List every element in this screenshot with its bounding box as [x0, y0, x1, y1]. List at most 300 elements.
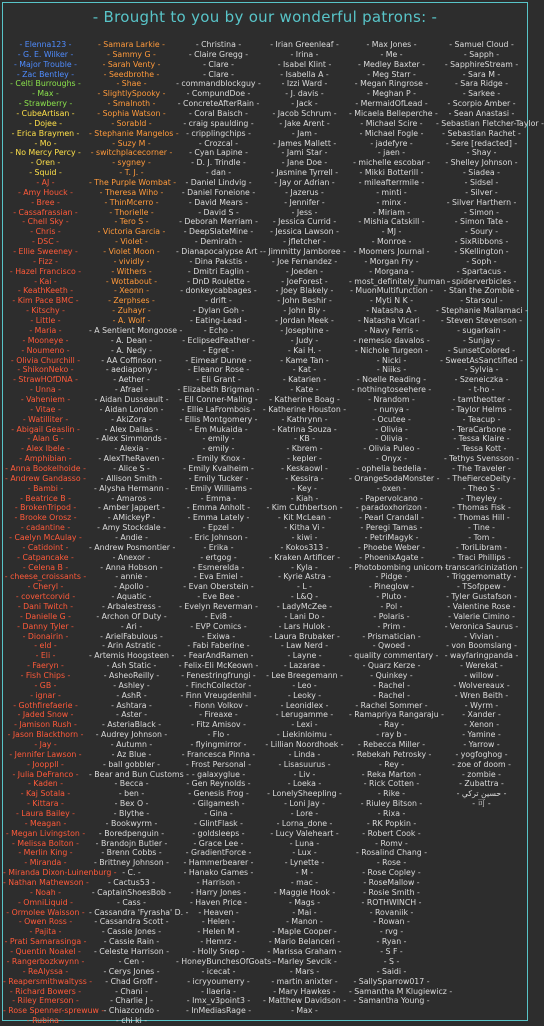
patron-name: - Brandojn Butler - [95, 838, 168, 848]
patron-name: - Andrew Posmontier - [89, 542, 176, 552]
patron-name: - SunsetColored - [447, 345, 516, 355]
patron-name: - Olivia - [375, 424, 408, 434]
patron-name: - Sere [redacted] - [445, 138, 518, 148]
patron-name: - Myti N K - [369, 296, 414, 306]
patron-name: - Jamison Rush - [14, 720, 77, 730]
patron-name: - Siadea - [462, 168, 500, 178]
patron-name: - Brenn Cobbs - [101, 848, 162, 858]
patron-name: - yogfoghog - [455, 749, 508, 759]
patron-name: - jaen - [377, 148, 406, 158]
patron-name: - Shay - [466, 148, 497, 158]
patron-name: - Lerugamme - [275, 710, 334, 720]
patron-name: - ThinMcerro - [104, 197, 159, 207]
patron-name: - flyingmirror - [190, 740, 247, 750]
patron-name: - aediapony - [105, 365, 158, 375]
patron-name: - Strawberry - [18, 99, 73, 109]
patron-name: - Shae - [116, 79, 147, 89]
patron-name: - Niiks - [376, 365, 407, 375]
patron-name: - Lillian Noordhoek - [265, 740, 344, 750]
patron-name: - Lani Do - [284, 611, 325, 621]
patron-name: - StrawHOfDNA - [13, 375, 78, 385]
patron-name: - Richard Bowers - [9, 986, 82, 996]
patron-name: - Jennifer - [284, 197, 325, 207]
patron-name: - Taylor Helms - [451, 404, 512, 414]
patron-name: - Papervolcano - [360, 493, 423, 503]
patron-name: - Tyler Gustafson - [446, 592, 517, 602]
patron-name: - tamtheotter - [452, 394, 511, 404]
patron-name: - PhoenixAgate - [359, 552, 424, 562]
patron-name: - Miranda Dixon-Luinenburg - [3, 868, 117, 878]
patron-name: - Rick Cotten - [363, 779, 420, 789]
patron-name: - Bree - [31, 197, 60, 207]
patron-name: - Shelley Johnson - [445, 158, 518, 168]
patron-name: - Kokos313 - [280, 542, 329, 552]
patron-name: - Sorabld - [111, 118, 152, 128]
patron-name: - Michael Fogle - [359, 128, 424, 138]
patron-name: - Andie - [115, 532, 148, 542]
patron-name: - Gothfirefaerie - [13, 700, 78, 710]
patron-name: - Esmerelda - [192, 562, 245, 572]
patron-name: - Kathrynn - [281, 414, 328, 424]
patron-name: - Steven Stevenson - [440, 316, 523, 326]
patron-name: - Michael Scire - [360, 118, 423, 128]
patron-name: - sygney - [112, 158, 151, 168]
patron-name: - t-ho - [468, 385, 495, 395]
patron-name: - Traci Phillips - [452, 552, 511, 562]
patron-name: - Sophia Watson - [97, 109, 166, 119]
patron-name: - Lazarae - [283, 661, 326, 671]
patron-name: - Anna Bookelhoide - [5, 463, 86, 473]
patron-name: - Imx_v3point3 - [186, 996, 251, 1006]
patron-name: - MuonMultifunction - [350, 286, 433, 296]
patron-name: - Liekinloimu - [276, 730, 333, 740]
patron-name: - Lucy Valeheart - [270, 828, 339, 838]
patron-name: - Merlin King - [18, 848, 73, 858]
patron-name: - Rangerbozkwynn - [6, 956, 85, 966]
patron-name: - Maria - [29, 325, 62, 335]
patron-name: - Grace Lee - [193, 838, 244, 848]
patron-name: - Helen - [201, 917, 236, 927]
patron-name: - Dojee - [28, 118, 63, 128]
patron-name: - Fitz Amisov - [191, 720, 246, 730]
patron-name: - Xander - [462, 710, 501, 720]
patron-name: - Alexia - [114, 444, 149, 454]
patron-name: - DnD Roulette - [187, 276, 250, 286]
patron-name: - SixRibbons - [454, 237, 509, 247]
patron-name: - Wottabout - [105, 276, 158, 286]
patron-name: - Max Jones - [366, 40, 417, 49]
patron-name: - covertcorvid - [15, 592, 76, 602]
patron-name: - Charlie J - [110, 996, 153, 1006]
patron-name: - Catpancake - [17, 552, 74, 562]
patron-name: - Sidsel - [464, 178, 499, 188]
patron-name: - Stephanie Mangelos - [89, 128, 179, 138]
patron-name: - jfletcher - [283, 237, 326, 247]
patron-name: - Qwoed - [372, 641, 411, 651]
patron-name: - Apollo - [114, 582, 149, 592]
patron-name: - CompundDoe - [186, 89, 251, 99]
patron-name: - Cassandra Scott - [94, 917, 169, 927]
patron-name: - Vaheniem - [20, 394, 71, 404]
patron-name: - John Beshir - [277, 296, 332, 306]
patron-name: - LadyMcZee - [276, 601, 333, 611]
patron-name: - TSofppew - [457, 582, 506, 592]
patron-name: - Matthew Davidson - [262, 996, 347, 1006]
patron-name: - Fish Chips - [20, 671, 71, 680]
patron-name: - DSC - [32, 237, 59, 247]
patron-name: - Sylvia - [464, 365, 499, 375]
patron-name: - Az Blue - [111, 749, 152, 759]
patron-name: - Hemrz - [200, 937, 237, 947]
patron-name: - Autumn - [110, 740, 153, 750]
patron-name: - Sara M - [462, 69, 501, 79]
patron-name: - Micaela Belleperche - [349, 109, 438, 119]
patron-name: - Kim Pace BMC - [12, 296, 79, 306]
patron-name: - Lars Hulok - [278, 621, 331, 631]
patron-name: - von Boomslang - [446, 641, 517, 651]
patron-name: - A. Nedy - [111, 345, 152, 355]
patron-name: - Eleanor Rose - [187, 365, 250, 375]
patron-name: - Navy Ferris - [364, 325, 419, 335]
patron-column-2 [89, 40, 189, 1026]
patron-name: - GlintFlask - [194, 818, 243, 828]
patron-name: - Rachel Sommer - [355, 700, 428, 710]
patron-name: - Kit McLean - [277, 513, 332, 523]
patron-name: - AlexTheRaven - [98, 454, 165, 464]
patron-name: - Watilliter - [22, 414, 69, 424]
patron-name: - Aidan Dusseault - [94, 394, 169, 404]
patron-name: - Cassie Rain - [103, 937, 160, 947]
patron-name: - Thorielle - [109, 207, 154, 217]
patron-name: - Yamine - [462, 730, 501, 740]
patron-name: - zoe of doom - [452, 759, 511, 769]
patron-name: - Cassandra 'Fyrasha' D. - [89, 907, 189, 917]
patron-name: - Caelyn McAulay - [9, 532, 82, 542]
patron-name: - HoneyBunchesOfGoats - [176, 956, 277, 966]
patron-name: - CaptainShoesBob - [91, 887, 172, 897]
patron-name: - Alex Dallas - [104, 424, 159, 434]
patron-name: - Deborah Merriam - [179, 217, 258, 227]
patron-name: - donkeycabbages - [180, 286, 257, 296]
patron-name: - Reapersmithwaltyss - [3, 976, 93, 986]
patron-name: - Wren Beith - [454, 690, 509, 700]
patron-name: - Morgana - [369, 266, 414, 276]
patron-name: - EVP Comics - [190, 621, 247, 631]
patron-name: - Polaris - [373, 611, 410, 621]
patron-name: - craig spaulding - [183, 118, 254, 128]
patron-name: - Gen Reynolds - [186, 779, 251, 789]
patron-name: - nemesio davalos - [353, 335, 430, 345]
patron-name: - Tom - [468, 532, 495, 542]
patron-name: - Rosie Smith - [363, 887, 420, 897]
patron-name: - Hazel Francisco - [9, 266, 82, 276]
patron-name: - Pol - [380, 601, 403, 611]
patron-name: - Thomas Fisk - [452, 503, 511, 513]
patron-name: - Christina - [195, 40, 242, 49]
patron-name: - Moomers Journal - [353, 247, 430, 257]
patron-name: - Meghan P - [367, 89, 416, 99]
patron-name: - cripplingchips - [186, 128, 251, 138]
patron-name: - Pajita - [29, 927, 62, 937]
patron-name: - Amber Jappert - [98, 503, 165, 513]
patron-name: - minx - [376, 197, 407, 207]
patron-name: - Leonidlex - [280, 700, 329, 710]
patron-name: - willow - [464, 671, 499, 680]
patron-name: - Starsoul - [460, 296, 503, 306]
patron-name: - Riuley Bitson - [360, 799, 423, 809]
patron-name: - Tethys Svensson - [443, 454, 520, 464]
patron-name: - michelle escobar - [353, 158, 430, 168]
patron-name: - Finn Vreugdenhil - [180, 690, 257, 700]
patron-name: - Teacup - [462, 414, 501, 424]
patron-name: - cheese_croissants - [4, 572, 87, 582]
patron-name: - Katrina Souza - [272, 424, 337, 434]
patron-name: - D. J. Trindle - [191, 158, 246, 168]
patron-name: - Alex Ibele - [21, 444, 70, 454]
patron-name: - Tessa Kott - [456, 444, 507, 454]
patron-name: - Holly Snep - [192, 947, 245, 957]
patron-name: - Ellie LaFrombois - [181, 404, 256, 414]
patron-name: - Leoky - [287, 690, 322, 700]
patron-name: - Rachel - [373, 690, 410, 700]
patron-name: - Mary Hawkes - [273, 986, 336, 996]
patron-name: - Jam - [291, 128, 318, 138]
patron-name: - sugarkain - [457, 325, 506, 335]
patron-name: - Amy Stockdale - [97, 523, 166, 533]
patron-name: - ConcreteAfterRain - [177, 99, 260, 109]
patron-name: - Miriam - [372, 207, 411, 217]
patron-name: - cadantine - [20, 523, 71, 533]
patron-name: - oxen - [376, 483, 407, 493]
patron-name: - Dani Twitch - [17, 601, 74, 611]
patron-name: - Rovaniik - [369, 907, 414, 917]
patron-name: - M - [295, 868, 314, 878]
patron-name: - Rixa - [377, 809, 406, 819]
patron-column-4 [262, 40, 347, 1016]
patron-name: - Natasha A - [366, 306, 417, 316]
patron-name: - Genesis Frog - [188, 789, 249, 799]
patron-name: - Celti Burroughs - [10, 79, 81, 89]
patron-name: - Sebastian Rachet - [442, 128, 521, 138]
patron-name: - Silver Harthern - [446, 197, 517, 207]
patron-name: - Exiwa - [201, 631, 236, 641]
patron-name: - Rose Spenner-sprewuw - [3, 1006, 105, 1016]
patron-name: - Katherine Boag - [269, 394, 340, 404]
patron-name: - Rose Copley - [362, 868, 421, 878]
patron-name: - Ashley - [113, 680, 150, 690]
patron-name: - Jay - [34, 740, 57, 750]
patron-name: - Ocutee - [372, 414, 411, 424]
patron-name: - MermaidOfLead - [355, 99, 428, 109]
patron-name: - C. - [122, 868, 141, 878]
patron-name: - Mishia Catskill - [358, 217, 425, 227]
patron-name: - Zuhayr - [112, 306, 151, 316]
patron-name: - Unna - [30, 385, 61, 395]
patron-name: - Sunjay - [463, 335, 500, 345]
patron-name: - Stan the Zombie - [443, 286, 520, 296]
patron-name: - goldsleeps - [192, 828, 245, 838]
patron-name: - mileafterrmile - [358, 178, 425, 188]
patron-name: - Ellie Sweeney - [13, 247, 78, 257]
patron-name: - Emma Anholt - [186, 503, 251, 513]
patron-name: - Dylan Goh - [192, 306, 245, 316]
patron-name: - ignar - [30, 690, 61, 700]
patron-name: - emily - [202, 444, 235, 454]
patron-name: - Zubattra - [459, 779, 504, 789]
patron-name: - Felix-Eli McKeown - [178, 661, 259, 671]
patron-name: - Ashtara - [111, 700, 152, 710]
patron-name: - Saidi - [376, 966, 407, 976]
patron-name: - AsheoReilly - [103, 671, 160, 680]
patron-name: - Noelle Reading - [356, 375, 427, 385]
patron-name: - Demirath - [194, 237, 243, 247]
patron-name: - Aidan London - [99, 404, 164, 414]
patron-name: - Amaros - [111, 493, 152, 503]
patron-name: - Nathan Mathewson - [3, 878, 89, 888]
patron-name: - AshR - [116, 690, 147, 700]
patron-name: - Kiah - [290, 493, 319, 503]
patron-name: - Cen - [118, 956, 145, 966]
patron-name: - Ilaeria - [201, 986, 236, 996]
patron-name: - Ormolee Waisson - [6, 907, 85, 917]
patron-name: - Alysha Hermann - [94, 483, 169, 493]
patron-name: - GradientForce - [185, 848, 252, 858]
patron-name: - James Mallett - [272, 138, 337, 148]
patron-name: - Echo - [203, 325, 234, 335]
patron-column-3 [176, 40, 277, 1016]
patron-name: - Joe Fernandez - [271, 256, 338, 266]
patron-name: - David S - [198, 207, 239, 217]
patron-name: - Samantha M Klugiewicz - [349, 986, 453, 996]
patron-name: - Evi8 - [204, 611, 233, 621]
patron-name: - Aster - [115, 710, 148, 720]
patron-name: - Rosalind Chang - [355, 848, 428, 858]
patron-name: - zombie - [462, 769, 501, 779]
patron-name: - Crozcal - [198, 138, 239, 148]
patron-name: - Mario Belanceri - [268, 937, 341, 947]
patron-name: - Max - [291, 1006, 318, 1016]
patron-name: - Melissa Bolton - [12, 838, 79, 848]
patron-name: - Smalnoth - [107, 99, 156, 109]
patron-name: - Onyx - [376, 454, 407, 464]
patron-name: - Loni Jay - [284, 799, 325, 809]
patron-name: - Olivia - [375, 434, 408, 444]
patron-name: - wayfaringpanda - [444, 651, 519, 661]
credits-title: - Brought to you by our wonderful patrons: - [92, 8, 438, 26]
patron-name: - Rey - [378, 759, 405, 769]
patron-name: - Andrew Gandasso - [5, 473, 86, 483]
patron-name: - Isabella A - [280, 69, 329, 79]
patron-name: - Xenon - [463, 720, 500, 730]
patron-name: - Lexi - [291, 720, 318, 730]
patron-name: - Abigail Geaslin - [11, 424, 80, 434]
patron-name: - Elizabeth Brigman - [177, 385, 260, 395]
patron-name: - J. davis - [285, 89, 324, 99]
patron-name: - chi ki - [115, 1016, 148, 1026]
patron-name: - Eli - [35, 651, 56, 661]
patron-name: - Rachel - [373, 680, 410, 690]
patron-name: - Rubina - [26, 1016, 65, 1026]
patron-name: - Kitschy - [26, 306, 65, 316]
patron-name: - Theresa Wiho - [99, 187, 164, 197]
patron-name: - nunya - [374, 404, 409, 414]
patron-name: - Stephanie Mallamaci - [436, 306, 528, 316]
patron-name: - Dina Pakstis - [189, 256, 248, 266]
patron-name: - AJ - [36, 178, 55, 188]
patron-name: - commandblockguy - [176, 79, 261, 89]
patron-name: - Prim - [377, 621, 406, 631]
patron-name: - Megan Ringrose - [354, 79, 429, 89]
patron-name: - Me - [380, 49, 403, 59]
patron-name: - Joeden - [285, 266, 324, 276]
patron-name: - Judy - [290, 335, 319, 345]
patron-name: - Samara Larkie - [98, 40, 165, 49]
patron-name: - Cheryl - [27, 582, 64, 592]
patron-name: - Jessica Lawson - [270, 227, 339, 237]
patron-name: - Claire Gregg - [188, 49, 249, 59]
patron-name: - L - [297, 582, 312, 592]
patron-name: - The Traveler - [452, 463, 511, 473]
patron-name: - David Mears - [188, 197, 249, 207]
patron-name: - Wyrm - [464, 700, 499, 710]
patron-name: - Sarah Venty - [102, 59, 161, 69]
patron-name: - Jacob Schrum - [272, 109, 337, 119]
patron-name: - ball gobbler - [103, 759, 160, 769]
patron-name: - Kittara - [27, 799, 64, 809]
patron-name: - rvg - [379, 927, 404, 937]
patron-name: - kepler - [287, 454, 322, 464]
patron-name: - icecat - [201, 966, 236, 976]
patron-name: - Brooke Orosz - [14, 513, 77, 523]
patron-name: - Prismatician - [362, 631, 421, 641]
patron-name: - Jaded Snow - [17, 710, 74, 720]
patron-name: - Kraken Artificer - [268, 552, 341, 562]
patron-name: - Jess - [291, 207, 318, 217]
patron-name: - Julia DeFranco - [12, 769, 79, 779]
patron-name: - KB - [293, 434, 316, 444]
patron-name: - PetriMagyk - [364, 532, 419, 542]
patron-name: - Ell Conner-Maling - [179, 394, 258, 404]
patron-name: - emily - [202, 434, 235, 444]
patron-name: - Archon Of Duty - [96, 611, 167, 621]
patron-name: - Clare - [203, 69, 234, 79]
patron-name: - Flo - [207, 730, 230, 740]
patron-name: - RK Popkin - [366, 818, 417, 828]
patron-name: - Theo S - [462, 483, 501, 493]
patron-name: - ertgog - [200, 552, 237, 562]
patron-name: - Kyla - [291, 562, 318, 572]
patron-name: - Aquatic - [111, 592, 152, 602]
patron-name: - Layne - [287, 651, 322, 661]
patron-name: - DeepSlateMine - [183, 227, 254, 237]
patron-name: - vividly - [113, 256, 150, 266]
patron-name: - Marley Sevcik - [272, 956, 337, 966]
patron-name: - Lisasuurus - [278, 759, 331, 769]
patron-name: - Daniel Lindvig - [185, 178, 252, 188]
patron-name: - 可 - [472, 799, 491, 809]
patron-name: - Jack - [291, 99, 318, 109]
patron-name: - Rebecca Miller - [357, 740, 426, 750]
patron-name: - Nicki - [376, 355, 407, 365]
patron-name: - Coral Baisch - [188, 109, 248, 119]
patron-name: - Tessa Klaire - [453, 434, 510, 444]
patron-name: - Little - [30, 316, 61, 326]
patron-name: - Cyan Lapine - [189, 148, 248, 158]
patron-name: - Jennifer Lawson - [9, 749, 82, 759]
patron-name: - Becca - [114, 779, 149, 789]
patron-name: - Bex O - [114, 799, 149, 809]
patron-name: - Marissa Graham - [267, 947, 342, 957]
